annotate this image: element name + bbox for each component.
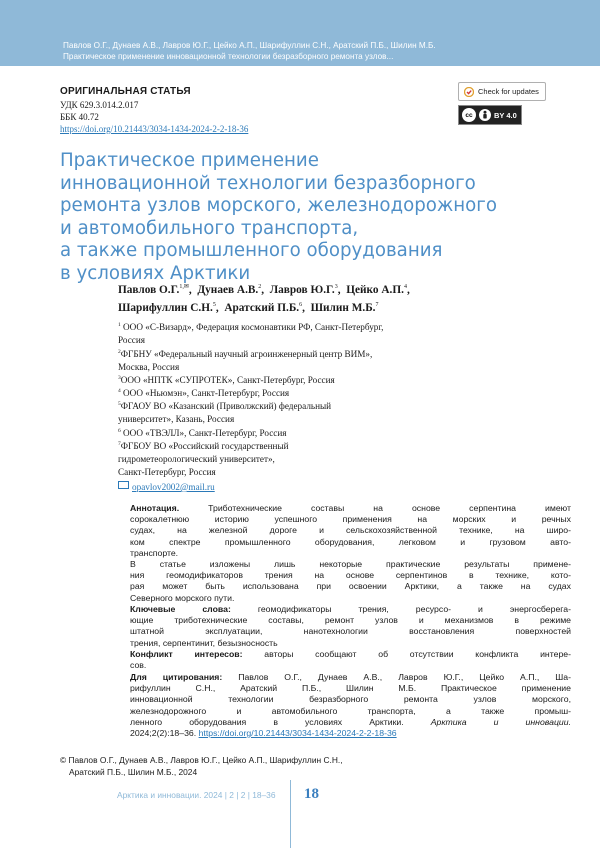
check-updates-icon — [464, 87, 474, 97]
page-number: 18 — [304, 786, 319, 802]
affiliation-text: ФГБНУ «Федеральный научный агроинженерный центр ВИМ», — [120, 349, 373, 360]
citation — [130, 672, 571, 739]
citation-label: Для цитирования: — [130, 672, 223, 682]
abstract — [130, 503, 571, 604]
running-header — [63, 41, 583, 62]
author-affiliation-mark: 1,✉ — [179, 284, 189, 290]
citation-year-pages: 2024;2(2):18–36. — [130, 728, 199, 739]
author-name: Шарифуллин С.Н. — [118, 302, 213, 314]
title-line: Практическое применение — [60, 150, 319, 171]
conflict-label: Конфликт интересов: — [130, 649, 243, 659]
bbk: ББК 40.72 — [60, 112, 99, 122]
keywords-line: трения, серпентинит, безызносность — [130, 637, 278, 648]
affiliation-line — [118, 322, 383, 332]
citation-text: ленного оборудования в условиях Арктики. — [130, 716, 404, 727]
author-affiliation-mark: 3 — [334, 284, 338, 290]
affiliation-text: Москва, Россия — [118, 362, 180, 372]
email-line — [118, 481, 215, 492]
keywords-text: геомодификаторы трения, ресурсо- и энергосберега- — [230, 604, 571, 614]
abstract-line: В статье изложены лишь некоторые практические результаты примене- — [130, 559, 571, 570]
article-type: ОРИГИНАЛЬНАЯ СТАТЬЯ — [60, 86, 191, 97]
affiliation-line — [118, 362, 179, 372]
attribution-person-icon — [479, 109, 491, 121]
check-for-updates-badge[interactable] — [458, 82, 546, 101]
abstract-line: транспорте. — [130, 547, 179, 558]
affiliation-line — [118, 388, 289, 398]
cc-license-badge[interactable] — [458, 105, 522, 125]
author-name: Аратский П.Б. — [224, 302, 300, 314]
authors-line-1: Павлов О.Г.$^{1,✉}$, Дунаев А.В.$^2$, Лавров Ю.Г.$^3$, Цейко А.П.$^4$, — [118, 283, 410, 296]
envelope-icon — [118, 481, 129, 489]
author-affiliation-mark: 2 — [258, 284, 262, 290]
affiliation-number: 5 — [118, 401, 121, 407]
journal-name: Арктика и инновации. — [430, 716, 571, 727]
affiliation-text: ООО «Ньюмэн», Санкт-Петербург, Россия — [123, 388, 290, 399]
title-line: инновационной технологии безразборного — [60, 172, 476, 194]
affiliation-number: 3 — [118, 375, 121, 381]
affiliation-text: ФГАОУ ВО «Казанский (Приволжский) федеральный — [120, 401, 332, 412]
title-line: а также промышленного оборудования — [60, 240, 443, 261]
author-affiliation-mark: 7 — [375, 302, 379, 309]
abstract-label: Аннотация. — [130, 503, 180, 513]
abstract-text: Триботехнические составы на основе серпентина имеют — [179, 503, 571, 513]
conflict-line — [130, 649, 571, 660]
conflict-of-interest — [130, 649, 571, 671]
citation-line — [130, 717, 571, 728]
affiliation-line — [118, 441, 289, 451]
affiliation-line — [118, 375, 335, 385]
keywords-line — [130, 604, 571, 615]
email-link[interactable]: opavlov2002@mail.ru — [132, 482, 215, 492]
citation-line: железнодорожного и автомобильного транспорта, а также промыш- — [130, 705, 571, 716]
affiliation-number: 2 — [118, 349, 121, 355]
running-header-title: Практическое применение инновационной технологии безразборного ремонта узлов... — [63, 51, 394, 61]
affiliation-line — [118, 349, 372, 359]
running-header-authors: Павлов О.Г., Дунаев А.В., Лавров Ю.Г., Цейко А.П., Шарифуллин С.Н., Аратский П.Б., Шилин М.Б. — [63, 41, 436, 50]
citation-text: Павлов О.Г., Дунаев А.В., Лавров Ю.Г., Цейко А.П., Ша- — [222, 672, 571, 682]
citation-line — [130, 728, 571, 739]
keywords — [130, 604, 571, 649]
author-name: Дунаев А.В. — [197, 283, 259, 296]
affiliation-number: 7 — [118, 441, 121, 447]
affiliation-number: 4 — [118, 388, 121, 394]
affiliation-number: 1 — [118, 322, 121, 328]
author-name: Шилин М.Б. — [310, 302, 376, 314]
abstract-line: ком спектре промышленного оборудования, легковом и грузовом авто- — [130, 536, 571, 547]
affiliation-line — [118, 467, 216, 477]
author-affiliation-mark: 4 — [404, 284, 407, 290]
citation-line — [130, 672, 571, 683]
affiliation-text: ООО «ТВЭЛЛ», Санкт-Петербург, Россия — [123, 428, 287, 439]
abstract-line — [130, 503, 571, 514]
title-line: ремонта узлов морского, железнодорожного — [60, 195, 497, 216]
conflict-text: авторы сообщают об отсутствии конфликта интере- — [242, 649, 572, 659]
affiliation-text: ООО «НПТК «СУПРОТЕК», Санкт-Петербург, Россия — [120, 375, 335, 386]
abstract-line: судах, на железной дороге и сельскохозяйственной технике, на широ- — [130, 525, 571, 536]
author-name: Павлов О.Г. — [118, 283, 180, 296]
keywords-line: ющие триботехнические составы, ремонт узлов и механизмов в режиме — [130, 615, 571, 626]
affiliation-line — [118, 401, 331, 411]
doi-link[interactable]: https://doi.org/10.21443/3034-1434-2024-2-2-18-36 — [60, 124, 249, 134]
abstract-line: рая может быть использована при освоении Арктики, а также на судах — [130, 581, 571, 592]
author-name: Цейко А.П. — [346, 283, 404, 296]
affiliation-text: ФГБОУ ВО «Российский государственный — [120, 441, 289, 452]
authors-line-2: Шарифуллин С.Н.$^5$, Аратский П.Б.$^6$, Шилин М.Б.$^7$ — [118, 302, 379, 314]
conflict-line: сов. — [130, 660, 147, 671]
abstract-line: ния геомодификаторов трения на основе серпентинов в технике, кото- — [130, 570, 571, 581]
title-line: и автомобильного транспорта, — [60, 217, 359, 239]
affiliation-line — [118, 428, 287, 438]
keywords-line: штатной эксплуатации, нанотехнологии восстановления поверхностей — [130, 626, 571, 637]
affiliation-text: ООО «С-Визард», Федерация космонавтики РФ, Санкт-Петербург, — [123, 322, 384, 333]
footer-divider — [290, 780, 291, 848]
citation-line: инновационной технологии безразборного ремонта узлов морского, — [130, 694, 571, 705]
article-title — [60, 150, 580, 285]
footer-source: Арктика и инновации. 2024 | 2 | 2 | 18–36 — [117, 790, 276, 800]
title-line: в условиях Арктики — [60, 262, 251, 284]
abstract-line: сорокалетнюю историю успешного применения на морских и речных — [130, 514, 571, 525]
affiliation-line — [118, 414, 234, 424]
author-affiliation-mark: 6 — [299, 302, 303, 309]
affiliation-text: Россия — [118, 335, 146, 345]
copyright-line-2: Аратский П.Б., Шилин М.Б., 2024 — [69, 767, 198, 777]
creative-commons-icon: cc — [462, 108, 476, 122]
license-label: BY 4.0 — [494, 110, 517, 120]
abstract-line: Северного морского пути. — [130, 592, 235, 603]
keywords-label: Ключевые слова: — [130, 604, 231, 614]
citation-line: рифуллин С.Н., Аратский П.Б., Шилин М.Б. Практическое применение — [130, 683, 571, 694]
udk: УДК 629.3.014.2.017 — [60, 100, 139, 110]
author-affiliation-mark: 5 — [212, 302, 216, 309]
affiliation-line — [118, 454, 275, 464]
copyright-line-1: © Павлов О.Г., Дунаев А.В., Лавров Ю.Г., Цейко А.П., Шарифуллин С.Н., — [60, 755, 343, 765]
check-for-updates-label: Check for updates — [478, 87, 539, 96]
affiliation-number: 6 — [118, 428, 121, 434]
citation-doi-link[interactable]: https://doi.org/10.21443/3034-1434-2024-2-2-18-36 — [198, 728, 397, 739]
doi-line — [60, 124, 248, 134]
affiliation-text: университет», Казань, Россия — [118, 414, 235, 424]
author-name: Лавров Ю.Г. — [269, 283, 335, 296]
affiliation-line — [118, 335, 145, 345]
affiliation-text: Санкт-Петербург, Россия — [118, 467, 216, 477]
affiliation-text: гидрометеорологический университет», — [118, 454, 275, 464]
